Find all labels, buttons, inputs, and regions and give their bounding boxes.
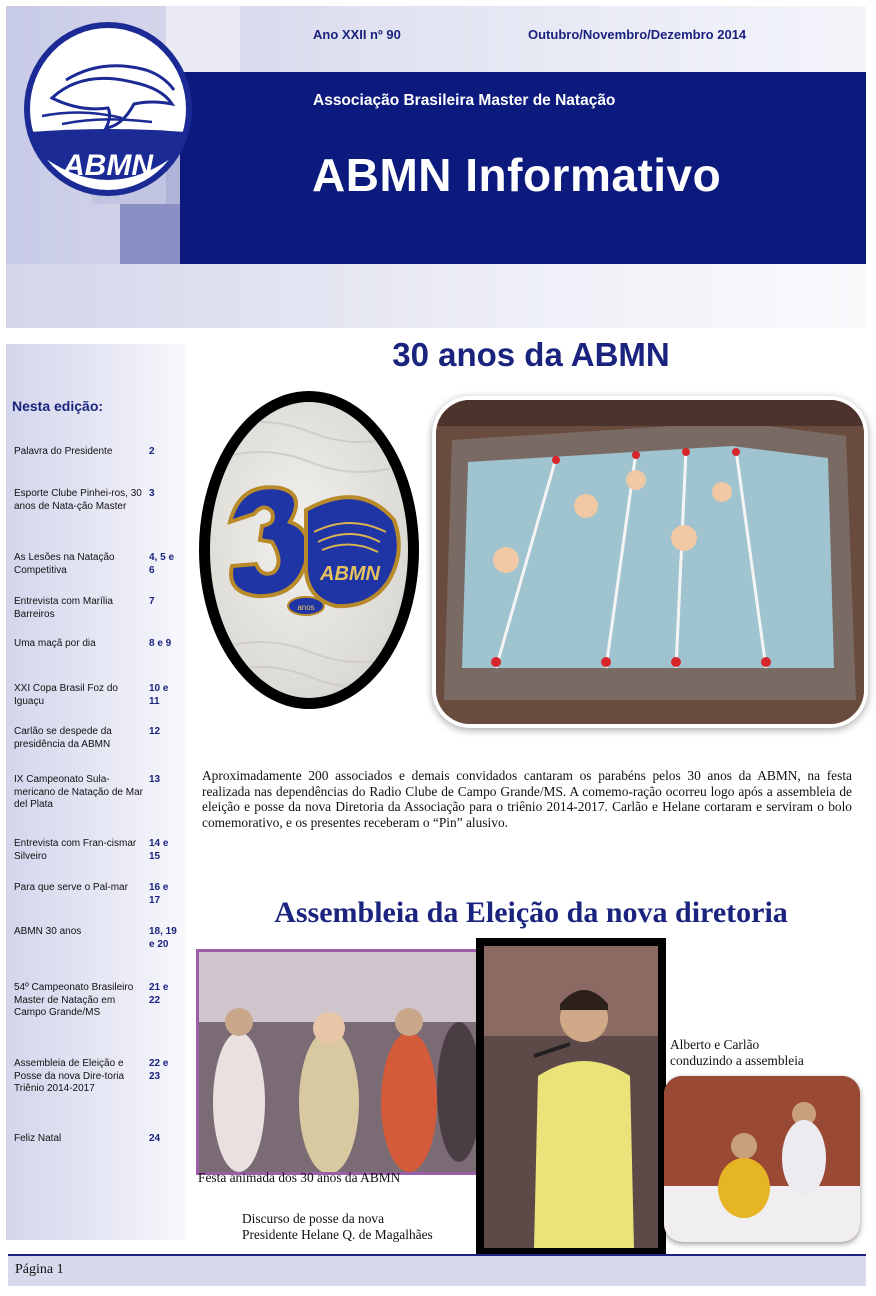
toc-item-label: As Lesões na Natação Competitiva: [14, 552, 115, 576]
toc-item-label: 54º Campeonato Brasileiro Master de Natação em Campo Grande/MS: [14, 982, 134, 1018]
speech-photo: [484, 946, 658, 1248]
toc-item-page: 18, 19 e 20: [149, 926, 177, 950]
newsletter-title: ABMN Informativo: [312, 149, 722, 201]
toc-item-label: Para que serve o Pal-mar: [14, 882, 128, 893]
pool-cake-photo: [436, 400, 864, 724]
toc-item-page: 8 e 9: [149, 638, 172, 649]
toc-item-label: Entrevista com Marília Barreiros: [14, 596, 113, 620]
toc-item-label: IX Campeonato Sula-mericano de Natação de Mar del Plata: [14, 774, 143, 810]
toc-item-label: Assembleia de Eleição e Posse da nova Dire-toria Triênio 2014-2017: [14, 1058, 125, 1094]
toc-item-label: ABMN 30 anos: [14, 926, 82, 937]
pin-photo: [210, 402, 408, 698]
caption-speech-line1: Discurso de posse da nova: [242, 1211, 385, 1226]
section-title: Assembleia da Eleição da nova diretoria: [274, 896, 788, 929]
toc-item-page: 24: [149, 1133, 161, 1144]
toc-item-page: 16 e 17: [149, 882, 169, 906]
page-number: Página 1: [15, 1262, 64, 1277]
party-photo: [196, 949, 488, 1175]
toc-item-page: 13: [149, 774, 161, 785]
toc-item-label: XXI Copa Brasil Foz do Iguaçu: [14, 683, 118, 707]
toc-item-page: 12: [149, 726, 161, 737]
assembly-photo: [664, 1076, 860, 1242]
toc-item-label: Esporte Clube Pinhei-ros, 30 anos de Nata-ção Master: [14, 488, 142, 512]
headline: 30 anos da ABMN: [392, 336, 670, 373]
page-footer: [8, 1254, 866, 1286]
toc-item-page: 7: [149, 596, 155, 607]
toc-item-page: 10 e 11: [149, 683, 169, 707]
contents-heading: Nesta edição:: [12, 398, 104, 414]
logo-text: ABMN: [63, 149, 153, 182]
toc-item-label: Carlão se despede da presidência da ABMN: [14, 726, 112, 750]
toc-item-label: Uma maçã por dia: [14, 638, 96, 649]
toc-item-page: 14 e 15: [149, 838, 169, 862]
pin-subtext: anos: [297, 603, 315, 612]
issue-number: Ano XXII nº 90: [313, 27, 401, 42]
pin-text: ABMN: [320, 563, 380, 585]
caption-party: Festa animada dos 30 anos da ABMN: [198, 1170, 401, 1185]
caption-speech-line2: Presidente Helane Q. de Magalhães: [242, 1227, 433, 1242]
toc-item-label: Palavra do Presidente: [14, 446, 113, 457]
toc-item-label: Feliz Natal: [14, 1133, 62, 1144]
toc-item-label: Entrevista com Fran-cismar Silveiro: [14, 838, 137, 862]
issue-date: Outubro/Novembro/Dezembro 2014: [528, 27, 747, 42]
article-body: Aproximadamente 200 associados e demais convidados cantaram os parabéns pelos 30 anos da ABMN, na festa realizada nas dependências do Radio Clube de Campo Grande/MS. A comemo-ração ocorreu logo após a assembleia de eleição e posse da nova Diretoria da Associação para o triênio 2014-2017. Carlão e Helane cortaram e serviram o bolo comemorativo, e os presentes receberam o “Pin” alusivo.: [202, 768, 852, 830]
toc-item-page: 4, 5 e 6: [149, 552, 175, 576]
toc-item-page: 3: [149, 488, 155, 499]
toc-item-page: 21 e 22: [149, 982, 169, 1006]
association-name: Associação Brasileira Master de Natação: [313, 92, 616, 109]
toc-item-page: 22 e 23: [149, 1058, 169, 1082]
caption-assembly-line1: Alberto e Carlão: [670, 1037, 760, 1052]
abmn-logo: [22, 20, 194, 198]
caption-assembly-line2: conduzindo a assembleia: [670, 1053, 804, 1068]
toc-item-page: 2: [149, 446, 155, 457]
